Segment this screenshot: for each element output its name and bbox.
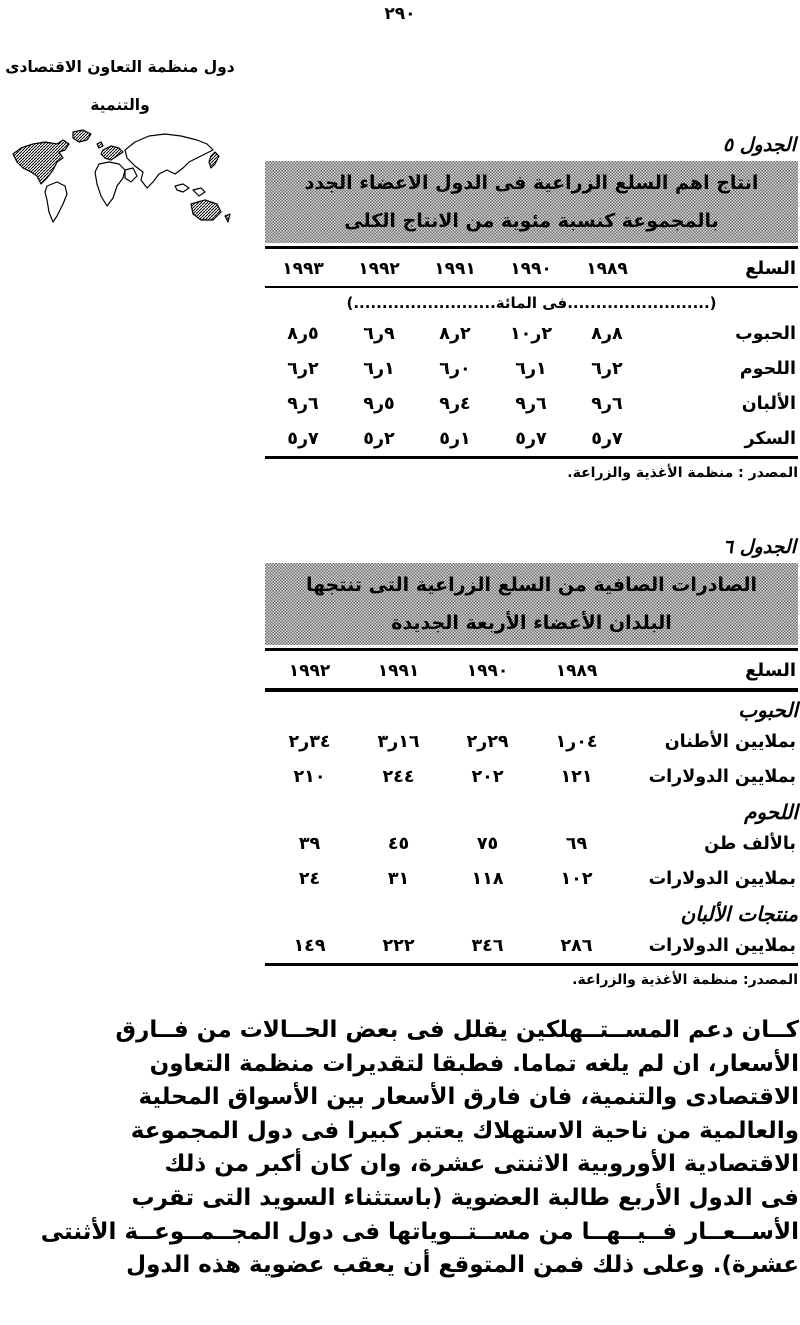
table5-col-1992: ١٩٩٢ [358,258,400,279]
paragraph-line: عشرة). وعلى ذلك فمن المتوقع أن يعقب عضوية هذه الدول [126,1252,799,1279]
table6-col-1992: ١٩٩٢ [288,660,331,681]
table-row [265,928,798,965]
table-row [265,351,798,386]
cell-value: ٦ر٢ [591,359,623,379]
table6-row-million-dollars-label: بملايين الدولارات [648,936,796,956]
map-new-zealand [225,214,230,222]
cell-value: ٩ر٤ [439,394,471,414]
map-south-america [45,182,67,222]
table6-header-box [265,563,798,645]
paragraph-line: الأسعار، ان لم يلغه تماما. فطبقا لتقديرات منظمة التعاون [149,1050,799,1077]
table5-row-cereals-label: الحبوب [735,324,796,344]
table5-row-sugar-label: السكر [744,429,796,449]
cell-value: ٥ر٢ [363,429,395,449]
cell-value: ٢٨٦ [560,936,593,956]
table6-section-meat: اللحوم [744,800,798,824]
table6-row-million-tons-label: بملايين الأطنان [664,732,796,752]
map-asia [125,134,213,188]
table6-row-million-dollars-label: بملايين الدولارات [648,869,796,889]
paragraph-line: الأســعــار فــيــهــا من مســتــوياتها فى دول المجــمــوعــة الأثنتى [40,1218,799,1245]
table-row [265,759,798,794]
table6-col-1990: ١٩٩٠ [466,660,509,681]
cell-value: ٤٥ [387,834,410,854]
cell-value: ٢٤ [298,869,321,889]
table6-title: الجدول ٦ [722,536,796,558]
table5-col-1989: ١٩٨٩ [586,258,628,279]
cell-value: ٢ر٢٩ [466,732,509,752]
map-japan [209,152,219,168]
table-row [265,421,798,458]
cell-value: ٦ر٢ [287,359,319,379]
cell-value: ٢١٠ [293,767,326,787]
cell-value: ١٢١ [560,767,593,787]
paragraph-line: الاقتصادية الأوروبية الاثنتى عشرة، وان كان أكبر من ذلك [164,1151,799,1178]
table5-col-1990: ١٩٩٠ [510,258,552,279]
cell-value: ٦ر٠ [439,359,471,379]
map-island-1 [175,184,189,192]
table6-row-million-dollars-label: بملايين الدولارات [648,767,796,787]
table5-col-1993: ١٩٩٣ [282,258,324,279]
table5-row-dairy-label: الألبان [741,394,796,414]
map-island-2 [193,188,205,196]
table5-header-line1: انتاج اهم السلع الزراعية فى الدول الاعضاء الجدد [304,172,759,194]
oecd-map-block [4,56,236,228]
cell-value: ٩ر٦ [287,394,319,414]
cell-value: ١٠٢ [560,869,593,889]
table6-source: المصدر: منظمة الأغذية والزراعة. [572,972,798,988]
cell-value: ١٤٩ [293,936,326,956]
cell-value: ٨ر٢ [439,324,471,344]
cell-value: ٨ر٨ [591,324,623,344]
table5-unit-row [265,287,798,316]
table5-source: المصدر : منظمة الأغذية والزراعة. [567,465,798,481]
cell-value: ٣ر١٦ [377,732,420,752]
page-number: ٢٩٠ [384,4,416,24]
table5-unit-note: (.........................فى المائة.........................) [346,294,717,312]
cell-value: ٦٩ [565,834,588,854]
table6 [265,651,798,966]
cell-value: ٣٤٦ [471,936,504,956]
cell-value: ٩ر٦ [591,394,623,414]
cell-value: ٢٠٢ [471,767,504,787]
cell-value: ٨ر٥ [287,324,319,344]
cell-value: ١٠ر٢ [509,324,553,344]
table-row [265,826,798,861]
map-uk [97,142,103,148]
table-row [265,724,798,759]
paragraph-line: والعالمية من ناحية الاستهلاك يعتبر كبيرا فى دول المجموعة [130,1117,799,1144]
table5-col-commodity: السلع [745,258,796,279]
table6-header-line2: البلدان الأعضاء الأربعة الجديدة [391,612,672,634]
cell-value: ١١٨ [471,869,504,889]
paragraph-line: فى الدول الأربع طالبة العضوية (باستثناء السويد التى تقرب [131,1184,799,1211]
table5-column-header-row [265,249,798,287]
cell-value: ٦ر١ [515,359,547,379]
table6-header-line1: الصادرات الصافية من السلع الزراعية التى تنتجها [305,574,758,596]
map-caption-line2: والتنمية [90,96,150,114]
table-row [265,386,798,421]
table5-col-1991: ١٩٩١ [434,258,476,279]
table5-row-meat-label: اللحوم [739,359,796,379]
table5-header-box [265,161,798,243]
table6-section-dairy: منتجات الألبان [680,902,798,926]
map-australia [191,200,221,220]
cell-value: ٩ر٦ [515,394,547,414]
map-north-america [13,140,69,184]
table5 [265,249,798,459]
cell-value: ٧٥ [476,834,499,854]
cell-value: ٣١ [387,869,410,889]
table6-col-commodity: السلع [745,660,796,681]
map-caption-line1: دول منظمة التعاون الاقتصادى [5,58,235,76]
table6-section-cereals: الحبوب [738,698,798,722]
map-europe [101,146,123,160]
cell-value: ٥ر٧ [591,429,623,449]
map-greenland [73,130,91,142]
cell-value: ٦ر٩ [363,324,395,344]
map-arabia [125,168,137,182]
table6-col-1991: ١٩٩١ [377,660,420,681]
body-paragraph [40,1014,799,1283]
cell-value: ٥ر١ [439,429,471,449]
table5-title: الجدول ٥ [722,134,796,156]
cell-value: ٩ر٥ [363,394,395,414]
cell-value: ٣٩ [298,834,321,854]
world-map-illustration [7,124,233,224]
table5-block [265,134,798,481]
table-row [265,316,798,351]
table6-column-header-row [265,651,798,690]
table6-col-1989: ١٩٨٩ [555,660,598,681]
cell-value: ١ر٠٤ [555,732,598,752]
cell-value: ٢٤٤ [382,767,415,787]
cell-value: ٢ر٣٤ [288,732,331,752]
paragraph-line: كــان دعم المســتــهلكين يقلل فى بعض الحــالات من فــارق [115,1017,799,1043]
table5-header-line2: بالمجموعة كنسبة مئوية من الانتاج الكلى [344,210,719,232]
table6-block [265,536,798,988]
cell-value: ٥ر٧ [515,429,547,449]
cell-value: ٦ر١ [363,359,395,379]
cell-value: ٥ر٧ [287,429,319,449]
table6-row-thousand-tons-label: بالألف طن [704,834,796,854]
map-africa [95,162,125,206]
cell-value: ٢٢٢ [382,936,415,956]
table-row [265,861,798,896]
paragraph-line: الاقتصادى والتنمية، فان فارق الأسعار بين الأسواق المحلية [138,1084,799,1111]
